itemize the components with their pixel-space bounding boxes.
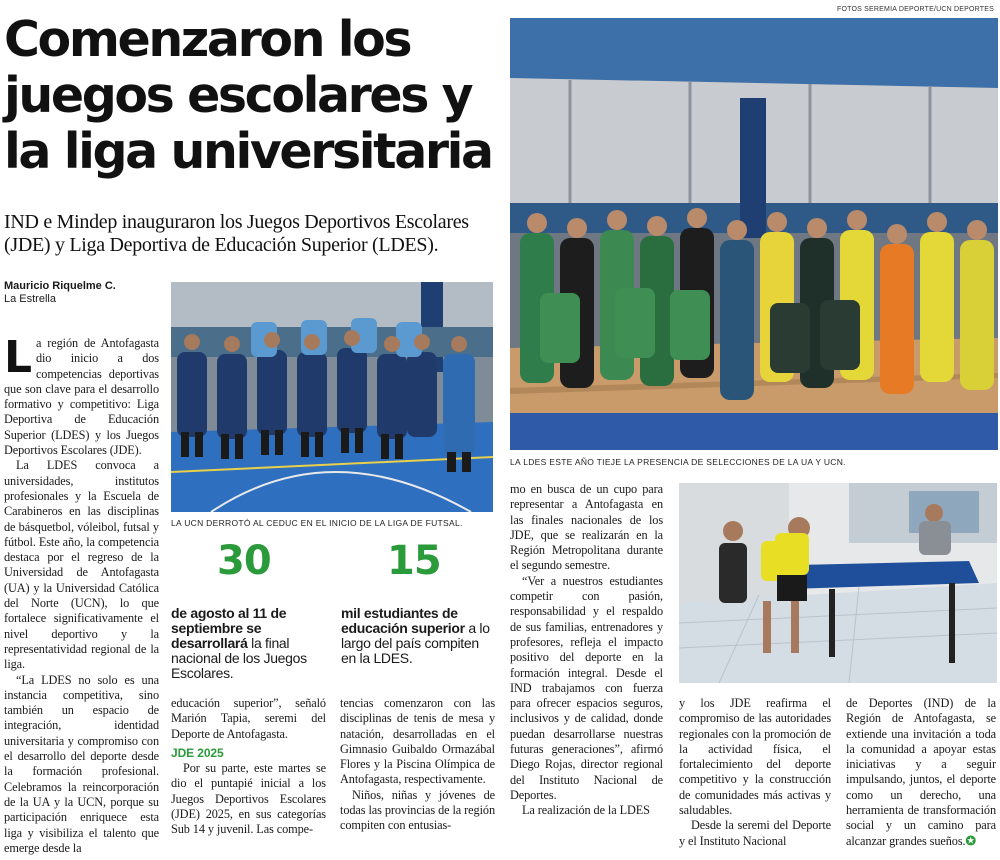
body-col1-para-2: La LDES convoca a universidades, institutos profesionales y la Escuela de Carabineros en las disciplinas de básquetbol, vóleibol, futsal y fútbol. Este año, la competencia destaca por el regreso de la Universidad de Antofagasta (UA) y la Universidad Católica del Norte (UCN), lo que fortalece significativamente el nivel deportivo y la representatividad regional de la liga. [4,458,159,672]
fact-number-15: 15 [387,538,441,584]
body-col5-para-2: Desde la seremi del Deporte y el Instituto Nacional [679,818,831,848]
fact-bold-dates: de agosto al 11 de septiembre se desarrollará [171,605,287,651]
headline-line-2: juegos escolares y [4,67,472,124]
body-col4-para-2: “Ver a nuestros estudiantes competir con pasión, responsabilidad y el respaldo de sus familias, entrenadores y profesores, refleja el impacto positivo del deporte en la formación integral. Desde el IND trabajamos con fuerza para ofrecer espacios seguros, inclusivos y de calidad, donde puedan desarrollarse nuestras futuras generaciones”, afirmó Diego Rojas, director regional del Instituto Nacional de Deportes. [510,573,663,802]
photo-credit: FOTOS SEREMIA DEPORTE/UCN DEPORTES [837,6,994,13]
deck: IND e Mindep inauguraron los Juegos Deportivos Escolares (JDE) y Liga Deportiva de Educación Superior (LDES). [4,211,469,256]
fact-number-30: 30 [217,538,271,584]
body-column-1 [4,332,159,856]
fact-bold-students: mil estudiantes de educación superior [341,605,465,636]
photo-ldes-teams-illustration [510,18,998,450]
photo-ucn-futsal-illustration [171,282,493,512]
end-mark-icon: ✪ [965,833,976,848]
body-col1-para-3: “La LDES no solo es una instancia competitiva, sino también un espacio de integración, identidad universitaria y compromiso con el desarrollo del deporte desde la formación profesional. Celebramos la reincorporación de la UA y la UCN, porque su participación enriquece esta liga y visibiliza el talento que emerge desde la [4,672,159,855]
photo-ldes-teams [510,18,998,450]
caption-ldes: LA LDES ESTE AÑO TIEJE LA PRESENCIA DE SELECCIONES DE LA UA Y UCN. [510,457,846,467]
photo-ucn-futsal [171,282,493,512]
body-col3-para-2: Niños, niñas y jóvenes de todas las provincias de la región compiten con entusias- [340,787,495,833]
body-col4-para-3: La realización de la LDES [522,803,650,818]
body-column-2 [171,696,326,838]
body-col6-para-1: de Deportes (IND) de la Región de Antofagasta, se extiende una invitación a toda la comunidad a apoyar estas iniciativas y a seguir impulsando, juntos, el deporte como un derecho, una herramienta de transformación social y un camino para alcanzar grandes sueños.✪ [846,696,996,848]
subhead-jde-2025: JDE 2025 [171,745,224,760]
body-column-6 [846,696,996,849]
body-column-3 [340,696,495,834]
caption-ucn: LA UCN DERROTÓ AL CEDUC EN EL INICIO DE LA LIGA DE FUTSAL. [171,518,463,528]
body-col1-para-1: La región de Antofagasta dio inicio a dos competencias deportivas que son clave para el desarrollo formativo y competitivo: Liga Deportiva de Educación Superior (LDES) y los Juegos Deportivos Escolares (JDE). [4,332,159,458]
body-column-4 [510,482,663,819]
fact-box-dates [171,606,334,681]
photo-table-tennis-illustration [679,483,997,683]
byline-author: Mauricio Riquelme C. [4,280,116,292]
headline-line-1: Comenzaron los [4,11,411,68]
body-col3-para-1: tencias comenzaron con las disciplinas de tenis de mesa y natación, desarrolladas en el Gimnasio Guibaldo Ormazábal Flores y la Piscina Olímpica de Antofagasta, respectivamente. [340,696,495,787]
body-col2-para-1: educación superior”, señaló Marión Tapia, seremi del Deporte de Antofagasta. [171,696,326,741]
byline-outlet: La Estrella [4,293,56,305]
byline [4,280,116,306]
fact-rest-dates: la final nacional de los Juegos Escolares. [171,635,307,681]
body-col4-para-1: mo en busca de un cupo para representar a Antofagasta en las finales nacionales de los JDE, que se realizarán en la Región Metropolitana durante el segundo semestre. [510,482,663,573]
body-column-5 [679,696,831,849]
photo-table-tennis [679,483,997,683]
headline-line-3: la liga universitaria [4,123,492,180]
body-col2-para-2: Por su parte, este martes se dio el puntapié inicial a los Juegos Deportivos Escolares (JDE) 2025, en sus categorías Sub 14 y juvenil. Las compe- [171,761,326,837]
fact-rest-students: a lo largo del país compiten en la LDES. [341,620,490,666]
body-col5-para-1: y los JDE reafirma el compromiso de las autoridades regionales con la promoción de la actividad física, el fortalecimiento del deporte competitivo y la construcción de comunidades más activas y saludables. [679,696,831,818]
drop-cap: L [4,332,32,383]
fact-box-students [341,606,493,666]
headline [4,12,504,180]
